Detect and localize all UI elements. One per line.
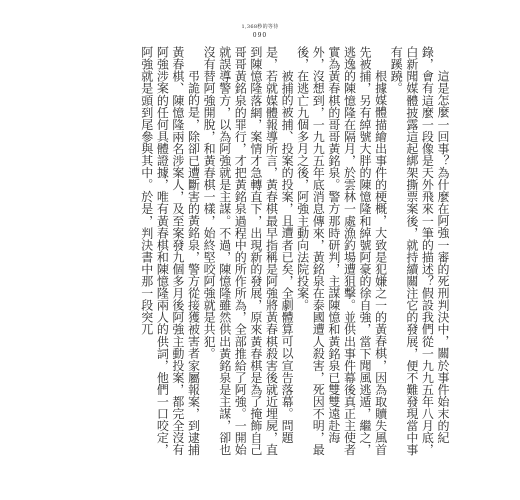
paragraph-3: 被捕的被捕、投案的投案，且遭者已矣，全劇體算可以宣告落幕。問題是，若就媒體報導所言，黃春棋最早指稱是阿強將黃春棋殺害後就近埋屍，直到陳憶隆落網，案情才急轉直下，出現新的發展，原來黃春棋是為了掩飾自己哥哥黃銘泉的罪行，才把黃銘泉過程中的所作所為，全部推給了阿強。一開始就誤導警方，以為阿強就是主謀。不過，陳憶隆雖然供出黃銘泉是主謀，卻也沒有替阿強開脫，和黃春棋一樣，始終堅咬阿強就是共犯。 [202,46,295,456]
book-title: 1,368秒的等待 [241,24,279,30]
paragraph-1: 這是怎麼一回事？為什麼在阿強一審的死刑判決中，關於事件始末的紀錄，會有這麼一段像是天外飛來一筆的描述？假設我們從一九九五年八月底，白新聞媒體披露這起綁架撕票案後，就持續關注它的發展，便不難發現當中事有蹊蹺。 [389,46,450,456]
page-header [0,24,520,40]
page-number: 090 [252,32,268,39]
paragraph-4: 弔詭的是，除卻已遭斷害的黃銘泉，警方從接獲被害者家屬報案，到逮捕黃春棋、陳憶隆兩名涉案人，及至案發九個多月後阿強主動投案，都完全沒有阿強涉案的任何具體證據，唯有黃春棋和陳憶隆兩人的供詞，他們一口咬定，阿強就是頭到尾參與其中。於是，判決書中那一段突兀 [139,46,201,456]
body-text [72,46,450,458]
paragraph-2: 根據媒體描繪出事件的梗概，大致是犯嫌之一的黃春棋，因為取贖失風首先被捕，另有綽號大胖的陳憶隆和綽號阿豪的徐自強，當下聞風逃遁，繼之，逃逸的陳憶隆在隔月，於雲林一處漁釣場遭狙擊。並供出事件幕後真正主使者實為黃春棋的哥哥黃銘泉。警方那時研判，主謀陳憶和黃銘泉已雙雙遠赴海外，沒想到，一九九五年底消息傳來，黃銘泉在泰國遭人殺害，死因不明，最後，在逃亡九個多月之後，阿強主動向法院投案。 [295,46,388,456]
